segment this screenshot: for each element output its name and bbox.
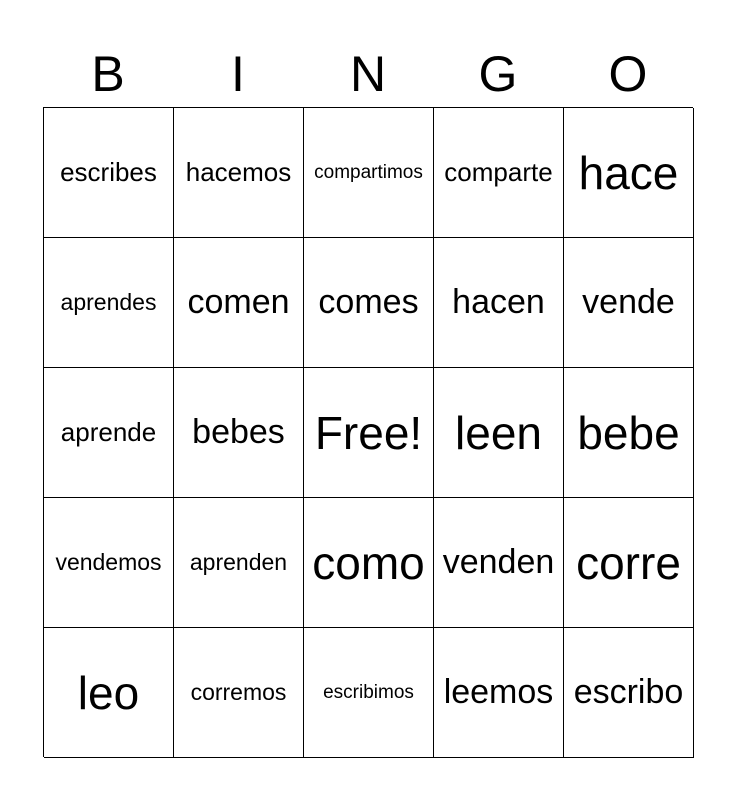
bingo-cell[interactable]: corremos: [174, 628, 304, 758]
bingo-cell[interactable]: leo: [44, 628, 174, 758]
bingo-cell[interactable]: hace: [564, 108, 694, 238]
bingo-free-space[interactable]: Free!: [304, 368, 434, 498]
bingo-cell[interactable]: comen: [174, 238, 304, 368]
bingo-cell[interactable]: aprenden: [174, 498, 304, 628]
bingo-cell[interactable]: vende: [564, 238, 694, 368]
bingo-cell[interactable]: compartimos: [304, 108, 434, 238]
bingo-cell[interactable]: escribimos: [304, 628, 434, 758]
header-letter-o: O: [608, 46, 648, 102]
bingo-cell[interactable]: vendemos: [44, 498, 174, 628]
bingo-cell[interactable]: comes: [304, 238, 434, 368]
bingo-cell[interactable]: escribes: [44, 108, 174, 238]
bingo-cell[interactable]: como: [304, 498, 434, 628]
bingo-cell[interactable]: hacen: [434, 238, 564, 368]
bingo-cell[interactable]: hacemos: [174, 108, 304, 238]
bingo-cell[interactable]: aprendes: [44, 238, 174, 368]
bingo-cell[interactable]: bebe: [564, 368, 694, 498]
bingo-cell[interactable]: aprende: [44, 368, 174, 498]
bingo-cell[interactable]: leen: [434, 368, 564, 498]
header-letter-i: I: [231, 46, 245, 102]
header-letter-b: B: [91, 46, 125, 102]
bingo-header: [43, 44, 693, 104]
bingo-cell[interactable]: leemos: [434, 628, 564, 758]
bingo-board: [43, 107, 693, 757]
header-letter-n: N: [349, 46, 387, 102]
bingo-cell[interactable]: escribo: [564, 628, 694, 758]
bingo-cell[interactable]: venden: [434, 498, 564, 628]
bingo-cell[interactable]: comparte: [434, 108, 564, 238]
bingo-cell[interactable]: bebes: [174, 368, 304, 498]
bingo-cell[interactable]: corre: [564, 498, 694, 628]
header-letter-g: G: [478, 46, 518, 102]
